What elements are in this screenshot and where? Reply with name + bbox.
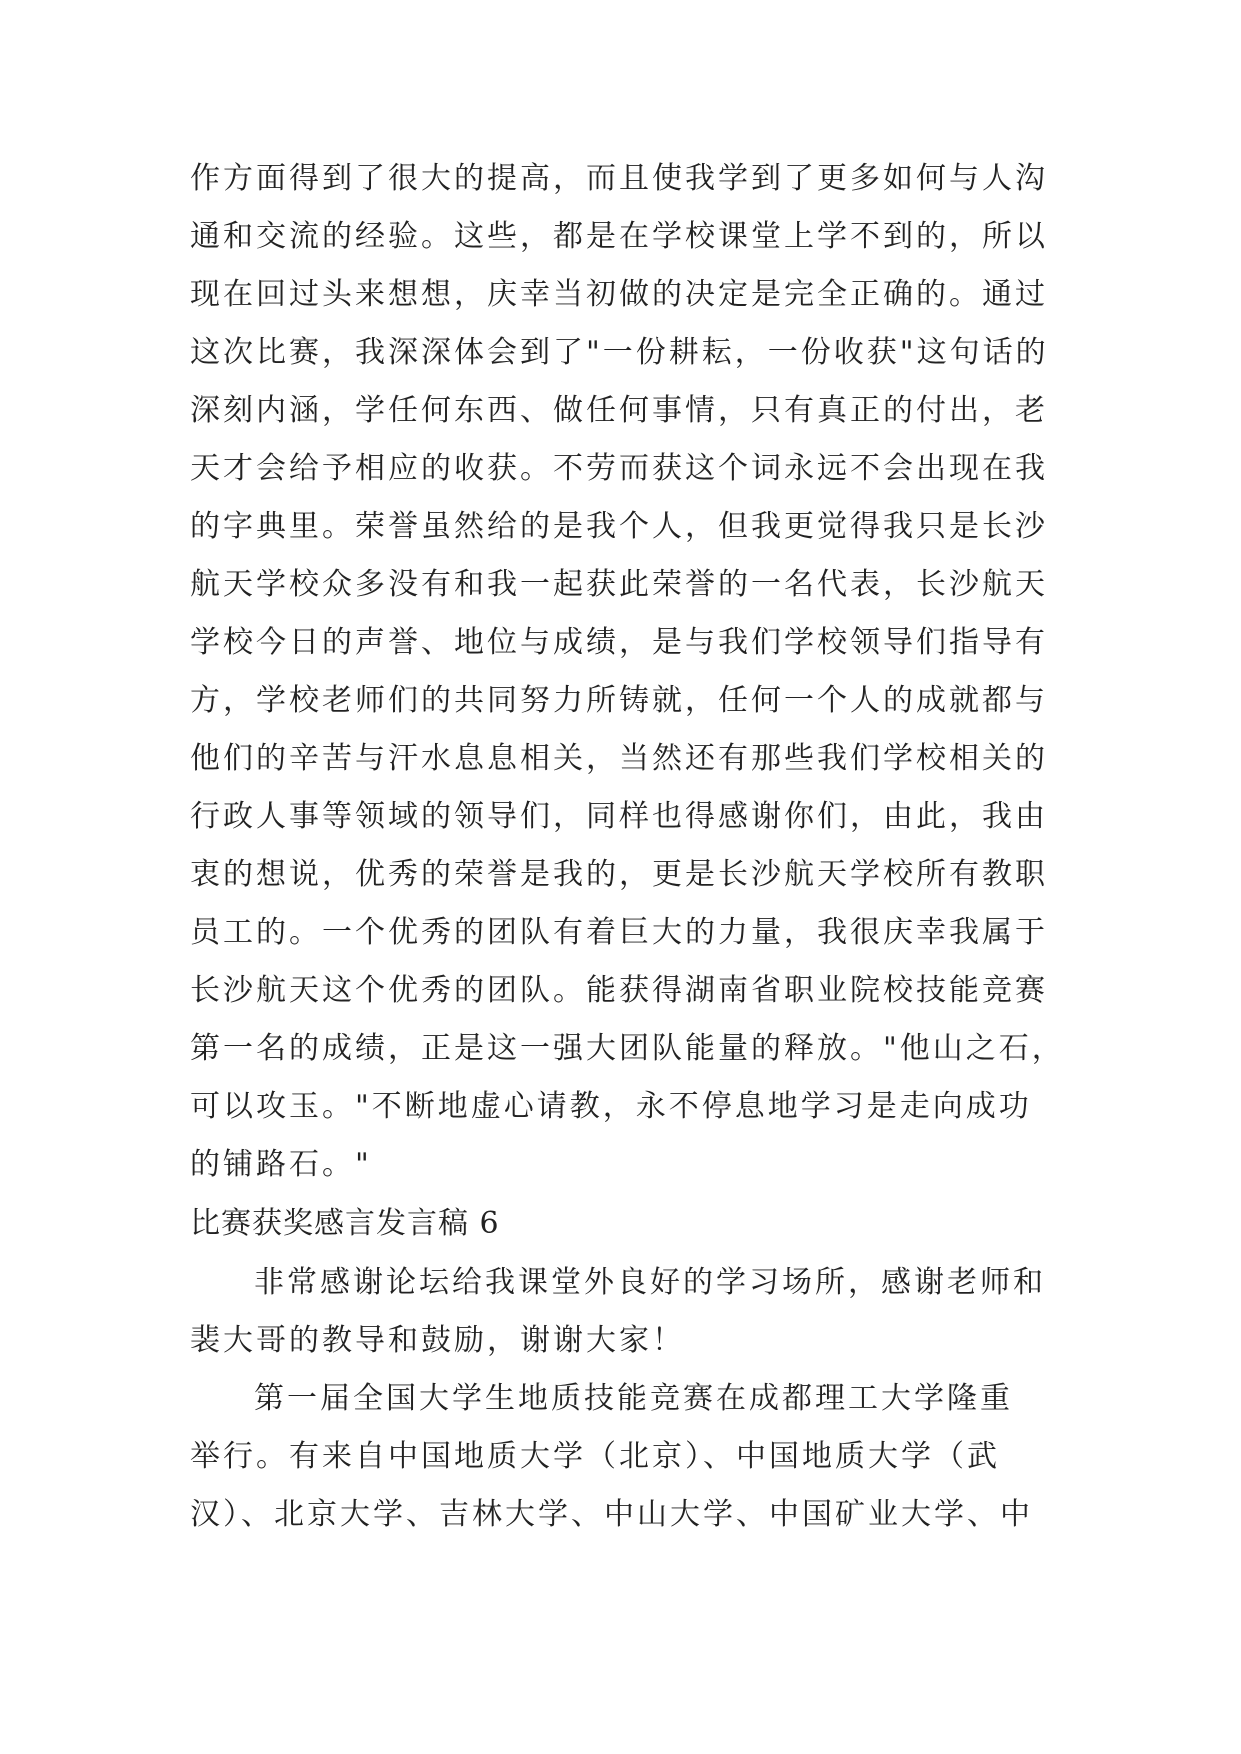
text-line: 员工的。一个优秀的团队有着巨大的力量，我很庆幸我属于 <box>190 915 1048 950</box>
text-line: 非常感谢论坛给我课堂外良好的学习场所，感谢老师和 <box>254 1265 1046 1300</box>
text-line: 学校今日的声誉、地位与成绩，是与我们学校领导们指导有 <box>190 625 1048 660</box>
continued-paragraph <box>190 150 1080 1194</box>
text-line: 这次比赛，我深深体会到了"一份耕耘，一份收获"这句话的 <box>190 335 1049 370</box>
text-line: 举行。有来自中国地质大学（北京）、中国地质大学（武 <box>190 1439 1000 1474</box>
text-line: 现在回过头来想想，庆幸当初做的决定是完全正确的。通过 <box>190 277 1048 312</box>
text-line: 行政人事等领域的领导们，同样也得感谢你们，由此，我由 <box>190 799 1048 834</box>
text-line: 可以攻玉。"不断地虚心请教，永不停息地学习是走向成功 <box>190 1089 1032 1124</box>
text-line: 第一名的成绩，正是这一强大团队能量的释放。"他山之石， <box>190 1031 1065 1066</box>
text-line: 方，学校老师们的共同努力所铸就，任何一个人的成就都与 <box>190 683 1048 718</box>
text-line: 通和交流的经验。这些，都是在学校课堂上学不到的，所以 <box>190 219 1048 254</box>
text-line: 的字典里。荣誉虽然给的是我个人，但我更觉得我只是长沙 <box>190 509 1048 544</box>
text-line: 裴大哥的教导和鼓励，谢谢大家！ <box>190 1323 685 1358</box>
text-line: 第一届全国大学生地质技能竞赛在成都理工大学隆重 <box>254 1381 1013 1416</box>
document-body <box>190 150 1080 1544</box>
section-title: 比赛获奖感言发言稿 6 <box>190 1206 500 1241</box>
text-line: 航天学校众多没有和我一起获此荣誉的一名代表，长沙航天 <box>190 567 1048 602</box>
text-line: 衷的想说，优秀的荣誉是我的，更是长沙航天学校所有教职 <box>190 857 1048 892</box>
text-line: 他们的辛苦与汗水息息相关，当然还有那些我们学校相关的 <box>190 741 1048 776</box>
text-line: 汉）、北京大学、吉林大学、中山大学、中国矿业大学、中 <box>190 1497 1033 1532</box>
text-line: 天才会给予相应的收获。不劳而获这个词永远不会出现在我 <box>190 451 1048 486</box>
text-line: 长沙航天这个优秀的团队。能获得湖南省职业院校技能竞赛 <box>190 973 1048 1008</box>
text-line: 的铺路石。" <box>190 1147 372 1182</box>
paragraph-thanks <box>190 1254 1080 1370</box>
text-line: 作方面得到了很大的提高，而且使我学到了更多如何与人沟 <box>190 161 1048 196</box>
paragraph-competition <box>190 1370 1080 1544</box>
text-line: 深刻内涵，学任何东西、做任何事情，只有真正的付出，老 <box>190 393 1048 428</box>
